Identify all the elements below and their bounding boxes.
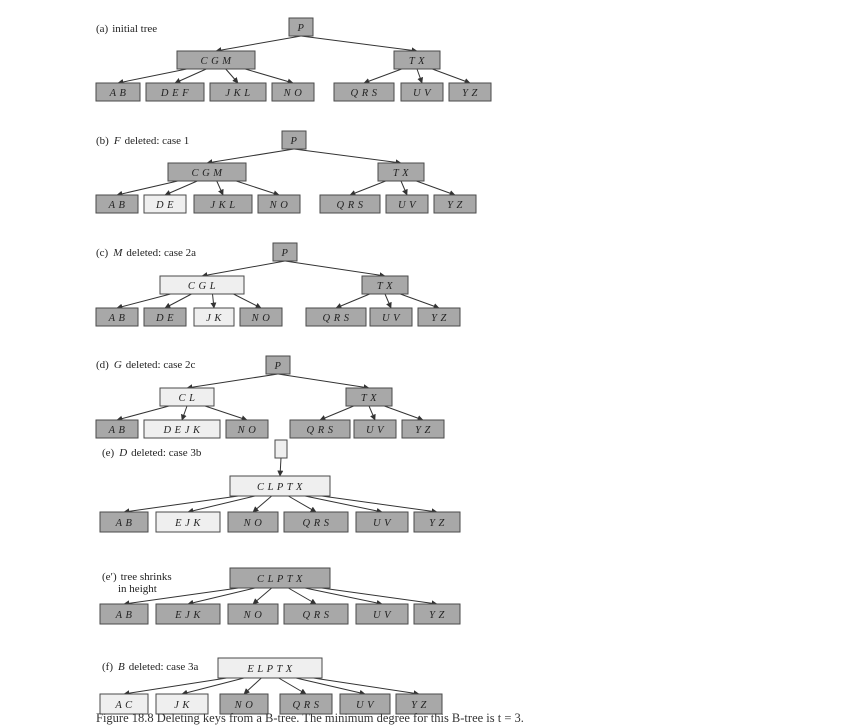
edge-to-leaf [245,69,293,83]
leaf-node-keys: Q R S [336,200,364,211]
edge-root-to-internal [280,458,281,476]
leaf-node [434,195,476,213]
leaf-node-keys: Y Z [429,518,445,529]
panel-label-prefix: (f) [102,661,113,673]
root-node-keys: P [290,136,298,147]
leaf-node-keys: Q R S [302,518,330,529]
edge-to-leaf [336,294,370,308]
leaf-node-keys: D E [155,200,175,211]
leaf-node-keys: U V [372,610,392,621]
leaf-node-keys: E J K [175,518,201,529]
leaf-node-keys: N O [251,313,271,324]
panel-5 [100,440,460,532]
panel-label-text: deleted: case 1 [124,135,190,147]
internal-node [218,658,322,678]
leaf-node [356,512,408,532]
leaf-node-keys: A B [108,313,126,324]
leaf-node-keys: Y Z [462,88,478,99]
root-node-keys: P [297,23,305,34]
internal-node-keys: C G L [187,281,217,292]
leaf-node [194,308,234,326]
root-node [273,243,297,261]
panel-label-key: D [119,447,128,459]
panel-2 [96,131,476,213]
leaf-node [284,512,348,532]
leaf-node [100,512,148,532]
leaf-node-keys: A B [108,200,126,211]
edge-to-leaf [369,406,375,420]
edge-to-leaf [117,294,171,308]
leaf-node [258,195,300,213]
leaf-node-keys: Q R S [322,313,350,324]
leaf-node-keys: A B [108,425,126,436]
panel-label [96,23,157,35]
leaf-node-keys: N O [269,200,289,211]
internal-node [177,51,255,69]
panel-label [96,359,196,371]
panel-label-line2: in height [118,583,157,595]
panel-label-text: deleted: case 2a [126,247,197,259]
edge-to-leaf [175,69,206,83]
panel-6 [100,568,460,624]
internal-node [362,276,408,294]
leaf-node [290,420,350,438]
leaf-node [449,83,491,101]
internal-node-keys: T X [360,393,378,404]
edge-to-leaf [234,294,262,308]
panel-4 [96,356,444,438]
internal-node [378,163,424,181]
leaf-node-keys: Q R S [292,700,320,711]
leaf-node [414,604,460,624]
panel-label [102,661,198,673]
panel-label [96,135,189,147]
leaf-node-keys: D E J K [163,425,201,436]
leaf-node [370,308,412,326]
root-node-keys: P [281,248,289,259]
leaf-node-keys: J K L [210,200,236,211]
leaf-node-keys: D E [155,313,175,324]
edge-to-leaf [205,406,247,420]
panel-label-text: tree shrinks [120,571,172,583]
leaf-node-keys: U V [372,518,392,529]
leaf-node [228,604,278,624]
panel-label-prefix: (c) [96,247,109,259]
leaf-node [414,512,460,532]
edge-to-leaf [288,588,316,604]
internal-node-keys: C L P T X [257,482,303,493]
panel-label-prefix: (d) [96,359,109,371]
edge-root-to-internal [202,261,285,276]
panel-1 [96,18,491,101]
panel-label-prefix: (e′) [102,571,117,583]
leaf-node-keys: Y Z [415,425,431,436]
panel-label-text: deleted: case 3a [128,661,199,673]
internal-node-keys: T X [392,168,410,179]
leaf-node-keys: A B [109,88,127,99]
leaf-node-keys: Y Z [411,700,427,711]
internal-node [230,568,330,588]
leaf-node [226,420,268,438]
figure-caption: Figure 18.8 Deleting keys from a B-tree. The minimum degree for this B-tree is t = 3. [96,711,524,725]
edge-to-leaf [165,294,192,308]
edge-to-leaf [253,588,272,604]
leaf-node-keys: U V [412,88,432,99]
leaf-node [284,604,348,624]
leaf-node-keys: U V [397,200,417,211]
edge-to-leaf [288,496,316,512]
panel-label [102,571,172,583]
leaf-node [272,83,314,101]
internal-node-keys: T X [376,281,394,292]
leaf-node [144,308,186,326]
leaf-node-keys: J K L [225,88,251,99]
internal-node-keys: C L [178,393,196,404]
edge-to-leaf [416,181,455,195]
panel-label-text: initial tree [112,23,158,35]
panel-label-text: deleted: case 3b [131,447,202,459]
leaf-node-keys: D E F [160,88,190,99]
leaf-node [156,512,220,532]
leaf-node-keys: U V [381,313,401,324]
root-node [275,440,287,458]
internal-node [160,276,244,294]
edge-to-leaf [305,496,382,512]
leaf-node-keys: Y Z [447,200,463,211]
root-node-keys: P [274,361,282,372]
leaf-node-keys: E J K [175,610,201,621]
leaf-node-keys: U V [365,425,385,436]
edge-to-leaf [305,588,382,604]
edge-root-to-internal [278,374,369,388]
leaf-node [418,308,460,326]
panel-label-prefix: (a) [96,23,109,35]
panel-label-key: F [113,135,121,147]
edge-root-to-internal [294,149,401,163]
edge-to-leaf [417,69,422,83]
panel-label-prefix: (e) [102,447,115,459]
leaf-node [96,420,138,438]
edge-to-leaf [384,406,423,420]
edge-to-leaf [217,181,223,195]
leaf-node-keys: A B [115,518,133,529]
leaf-node [96,308,138,326]
panel-label-key: M [113,247,123,259]
root-node-box [275,440,287,458]
edge-to-leaf [350,181,386,195]
leaf-node-keys: N O [234,700,254,711]
edge-to-leaf [322,496,437,512]
leaf-node-keys: N O [243,518,263,529]
leaf-node [228,512,278,532]
leaf-node-keys: Q R S [306,425,334,436]
root-node [282,131,306,149]
leaf-node [306,308,366,326]
leaf-node-keys: Y Z [429,610,445,621]
internal-node-keys: T X [408,56,426,67]
panel-label-key: B [118,661,125,673]
leaf-node-keys: U V [355,700,375,711]
leaf-node [100,604,148,624]
internal-node-keys: E L P T X [247,664,293,675]
internal-node [346,388,392,406]
leaf-node-keys: J K [174,700,190,711]
leaf-node [240,308,282,326]
panel-7 [100,658,442,714]
leaf-node [386,195,428,213]
root-node [289,18,313,36]
panel-label [96,247,196,259]
leaf-node [402,420,444,438]
internal-node [394,51,440,69]
edge-to-leaf [182,406,187,420]
leaf-node [320,195,380,213]
leaf-node-keys: Q R S [302,610,330,621]
panel-label-key: G [113,359,122,371]
internal-node [230,476,330,496]
leaf-node [401,83,443,101]
leaf-node [96,83,140,101]
panel-label [102,447,202,459]
edge-to-leaf [385,294,391,308]
edge-to-leaf [226,69,238,83]
leaf-node [96,195,138,213]
leaf-node [210,83,266,101]
internal-node-keys: C G M [191,168,223,179]
leaf-node-keys: Y Z [431,313,447,324]
panel-label-text: deleted: case 2c [125,359,196,371]
leaf-node-keys: A C [115,700,133,711]
leaf-node [144,420,220,438]
leaf-node-keys: J K [206,313,222,324]
edge-to-leaf [364,69,402,83]
leaf-node [146,83,204,101]
edge-root-to-internal [207,149,294,163]
panel-label-prefix: (b) [96,135,109,147]
leaf-node [156,604,220,624]
edge-to-leaf [213,294,215,308]
edge-to-leaf [401,181,407,195]
edge-to-leaf [253,496,272,512]
edge-to-leaf [117,406,169,420]
edge-to-leaf [400,294,439,308]
internal-node [168,163,246,181]
edge-root-to-internal [301,36,417,51]
internal-node-keys: C L P T X [257,574,303,585]
leaf-node-keys: N O [283,88,303,99]
panel-3 [96,243,460,326]
leaf-node [194,195,252,213]
leaf-node-keys: N O [243,610,263,621]
edge-root-to-internal [216,36,301,51]
edge-to-leaf [322,588,437,604]
leaf-node-keys: A B [115,610,133,621]
edge-to-leaf [279,678,306,694]
edge-to-leaf [236,181,279,195]
leaf-node [356,604,408,624]
edge-root-to-internal [187,374,278,388]
edge-to-leaf [244,678,261,694]
edge-to-leaf [320,406,354,420]
internal-node [160,388,214,406]
leaf-node [354,420,396,438]
leaf-node [144,195,186,213]
edge-root-to-internal [285,261,385,276]
leaf-node [334,83,394,101]
leaf-node-keys: Q R S [350,88,378,99]
root-node [266,356,290,374]
leaf-node-keys: N O [237,425,257,436]
edge-to-leaf [432,69,470,83]
edge-to-leaf [118,69,187,83]
internal-node-keys: C G M [200,56,232,67]
